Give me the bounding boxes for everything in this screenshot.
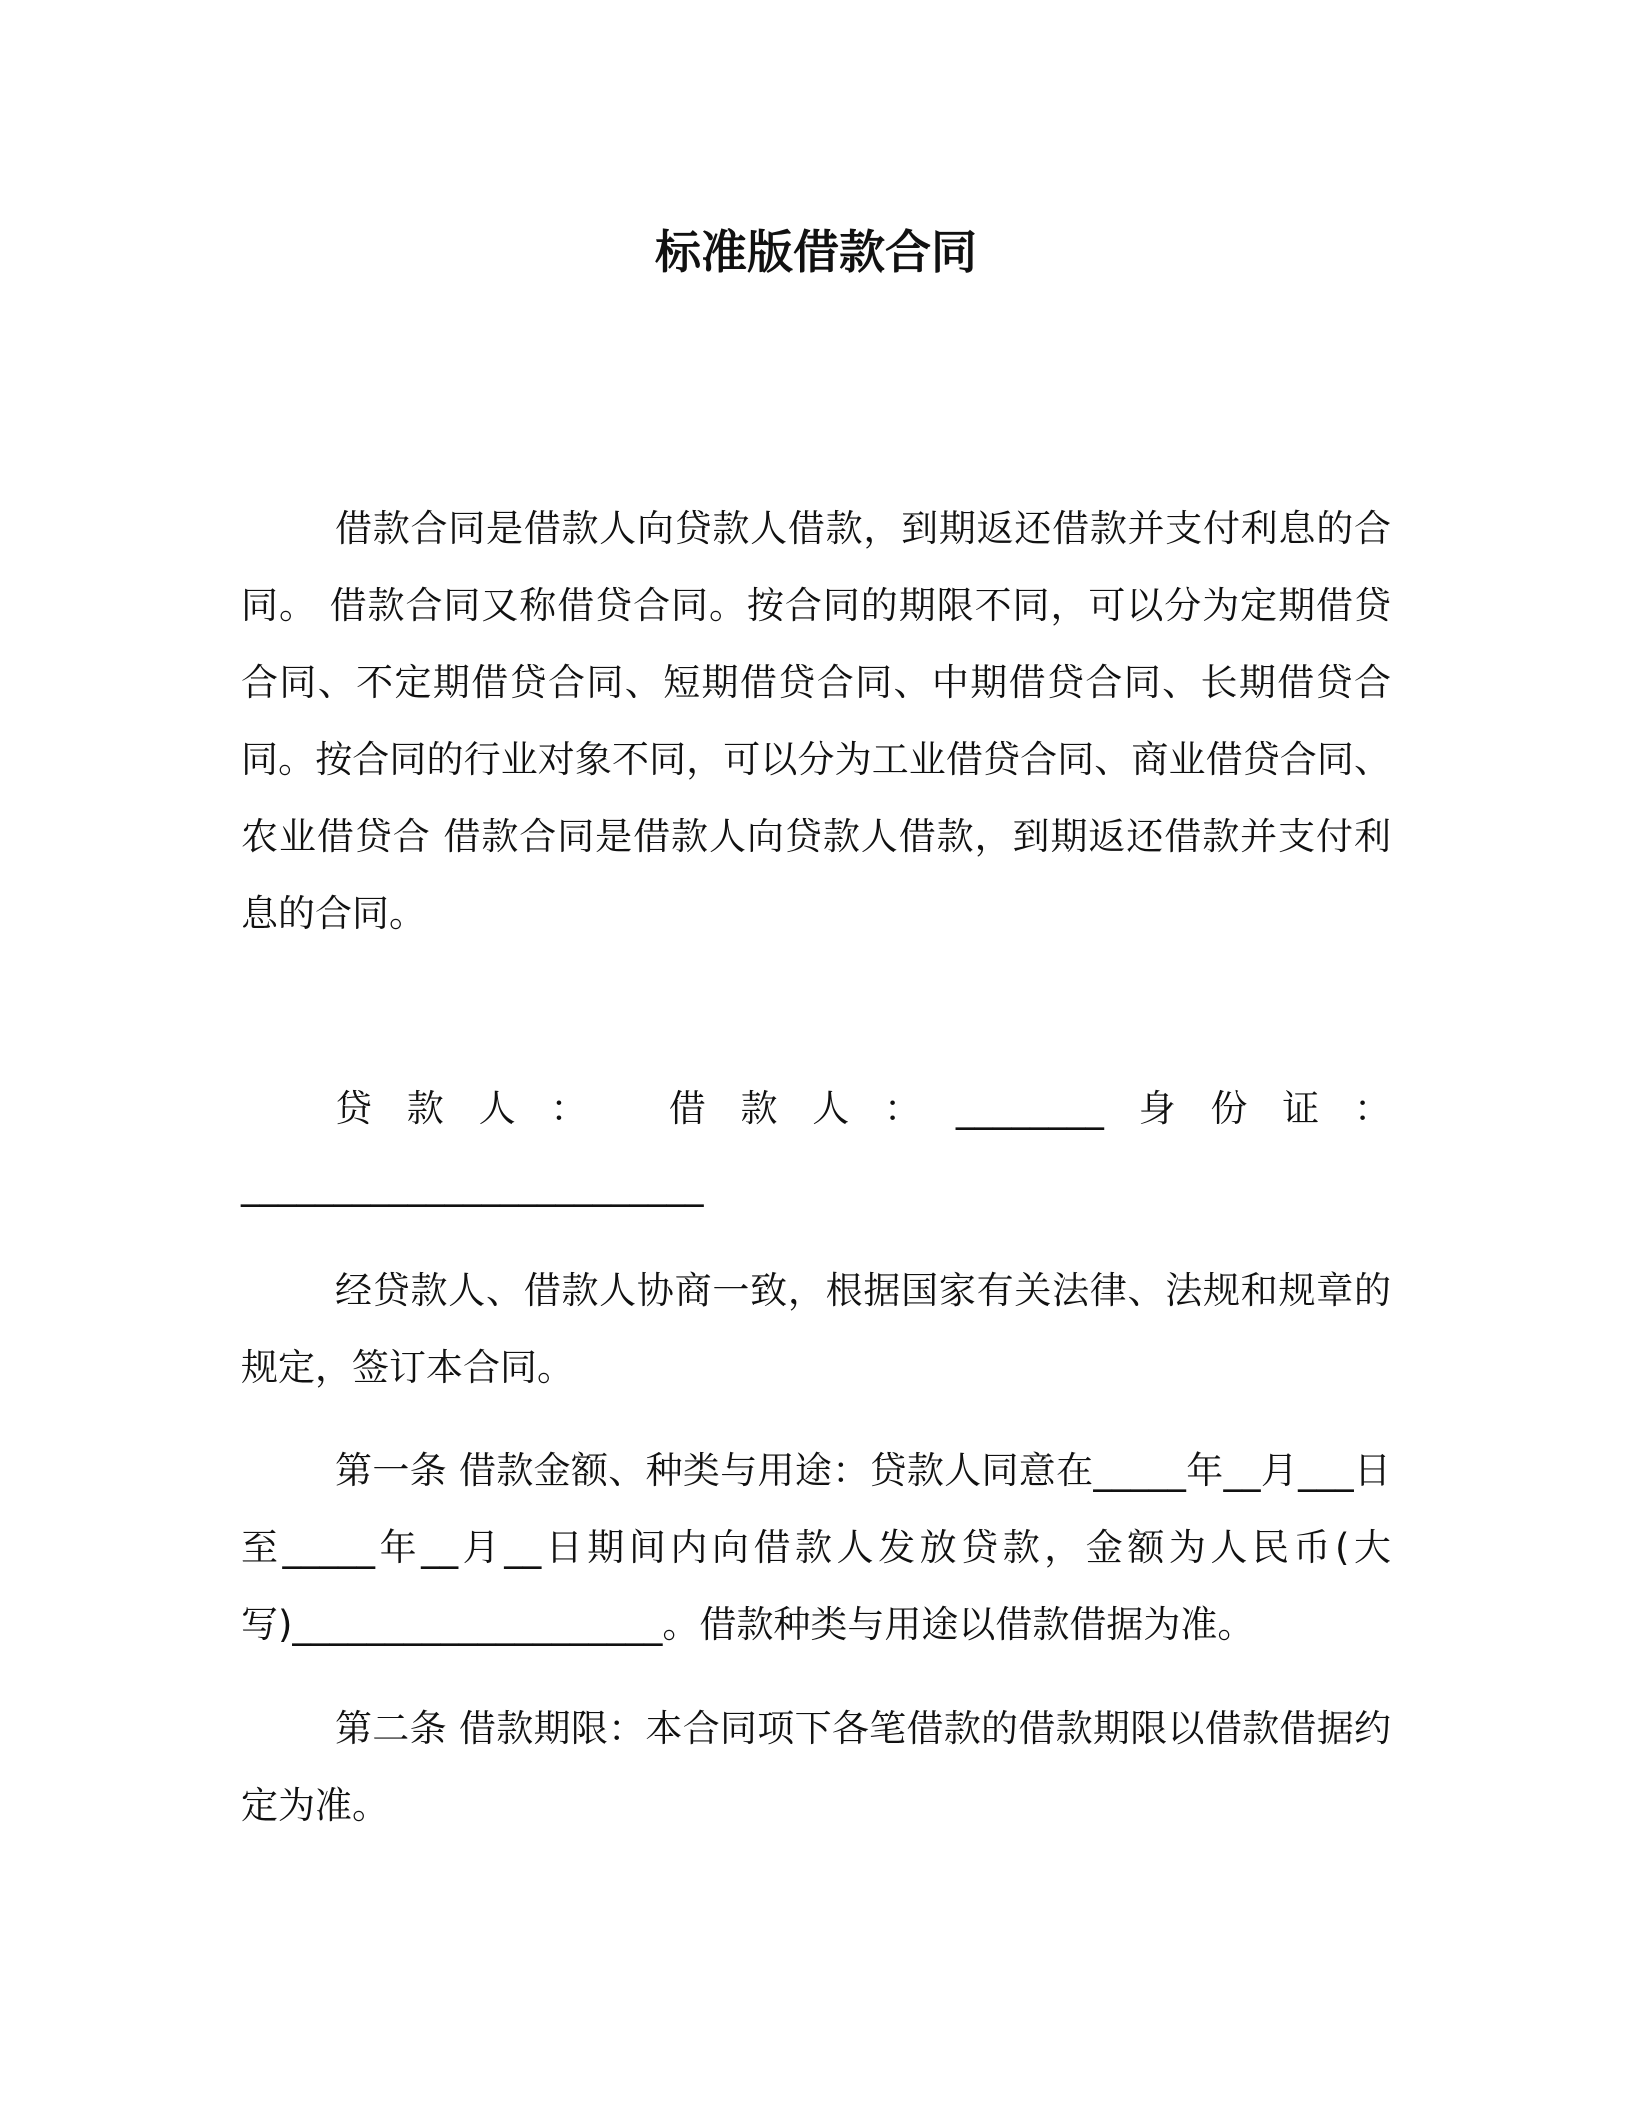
article-2-paragraph: 第二条 借款期限：本合同项下各笔借款的借款期限以借款借据约定为准。 bbox=[241, 1707, 1391, 1827]
intro-paragraph: 借款合同是借款人向贷款人借款，到期返还借款并支付利息的合同。 借款合同又称借贷合同。按合同的期限不同，可以分为定期借贷合同、不定期借贷合同、短期借贷合同、中期借贷合同、长期借贷合同。按合同的行业对象不同，可以分为工业借贷合同、商业借贷合同、农业借贷合 借款合同是借款人向贷款人借款，到期返还借款并支付利息的合同。 bbox=[241, 507, 1391, 935]
article-1-paragraph: 第一条 借款金额、种类与用途：贷款人同意在_____年__月___日至_____年__月__日期间内向借款人发放贷款，金额为人民币(大写)____________________。借款种类与用途以借款借据为准。 bbox=[241, 1449, 1391, 1646]
document-title: 标准版借款合同 bbox=[655, 225, 977, 279]
parties-paragraph: 贷款人： 借款人：________身份证：_________________________ bbox=[241, 1087, 1391, 1207]
agreement-paragraph: 经贷款人、借款人协商一致，根据国家有关法律、法规和规章的规定，签订本合同。 bbox=[241, 1269, 1391, 1389]
